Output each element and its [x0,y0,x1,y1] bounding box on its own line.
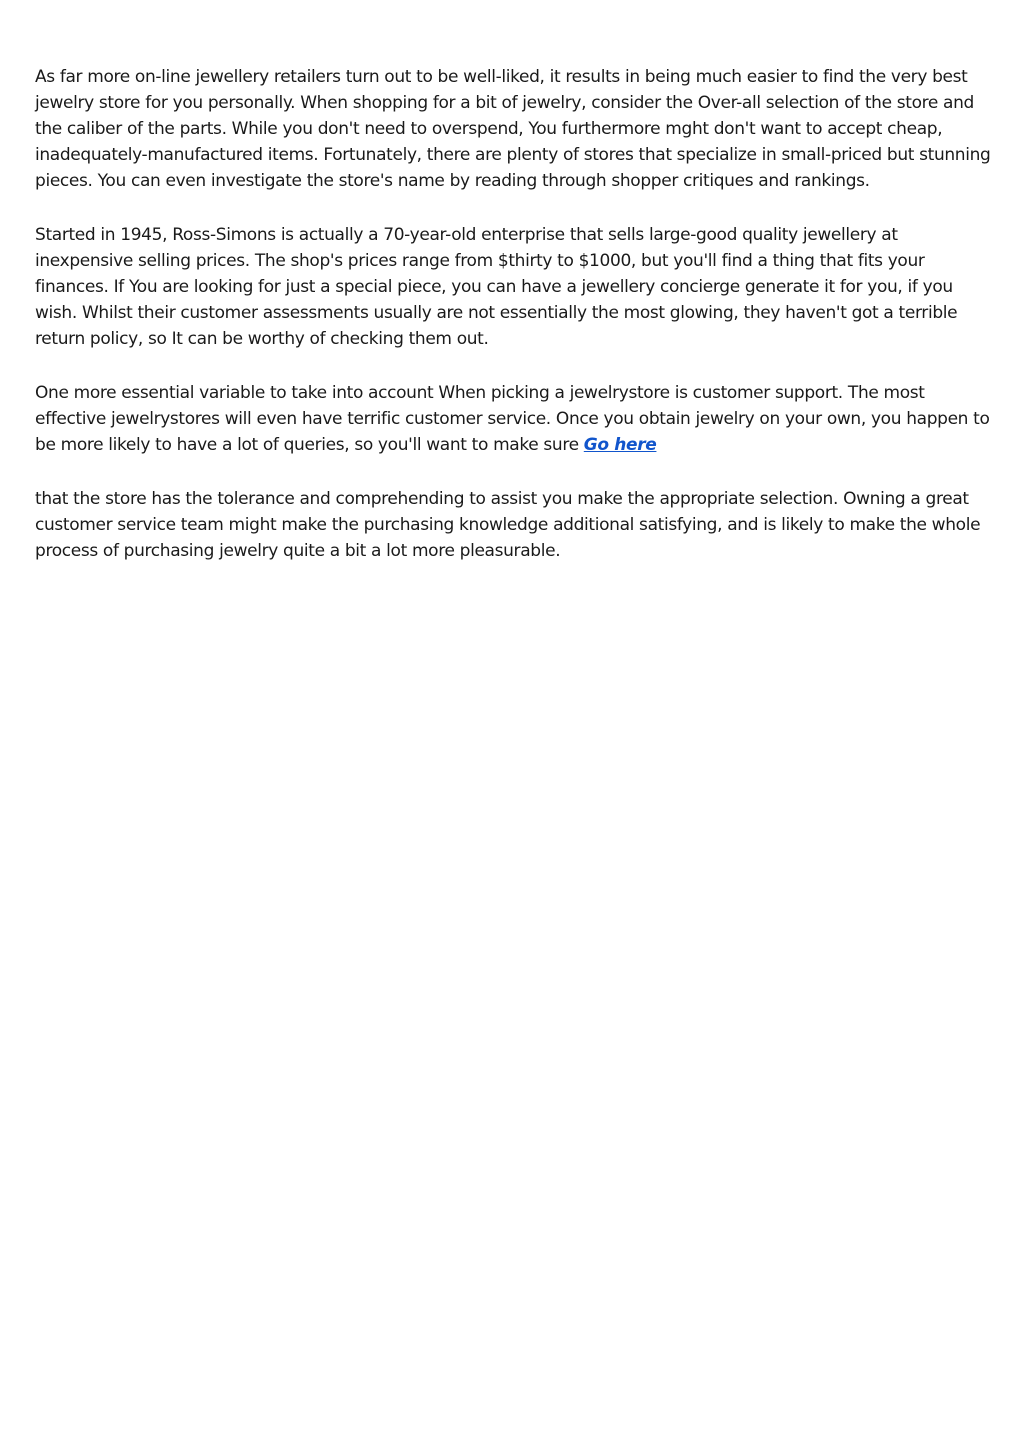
document-body [35,64,995,592]
paragraph-conclusion: that the store has the tolerance and comprehending to assist you make the appropriate selection. Owning a great customer service team might make the purchasing knowledge additional satisfying, and is likely to make the whole process of purchasing jewelry quite a bit a lot more pleasurable. [35,489,981,561]
paragraph-intro: As far more on-line jewellery retailers turn out to be well-liked, it results in being much easier to find the very best jewelry store for you personally. When shopping for a bit of jewelry, consider the Over-all selection of the store and the caliber of the parts. While you don't need to overspend, You furthermore mght don't want to accept cheap, inadequately-manufactured items. Fortunately, there are plenty of stores that specialize in small-priced but stunning pieces. You can even investigate the store's name by reading through shopper critiques and rankings. [35,67,991,191]
paragraph-customer-support-text: One more essential variable to take into account When picking a jewelrystore is customer support. The most effective jewelrystores will even have terrific customer service. Once you obtain jewelry on your own, you happen to be more likely to have a lot of queries, so you'll want to make sure [35,383,990,455]
paragraph-customer-support [35,380,995,458]
go-here-link[interactable]: Go here [583,435,657,455]
paragraph-ross-simons: Started in 1945, Ross-Simons is actually a 70-year-old enterprise that sells large-good quality jewellery at inexpensive selling prices. The shop's prices range from $thirty to $1000, but you'll find a thing that fits your finances. If You are looking for just a special piece, you can have a jewellery concierge generate it for you, if you wish. Whilst their customer assessments usually are not essentially the most glowing, they haven't got a terrible return policy, so It can be worthy of checking them out. [35,225,958,349]
